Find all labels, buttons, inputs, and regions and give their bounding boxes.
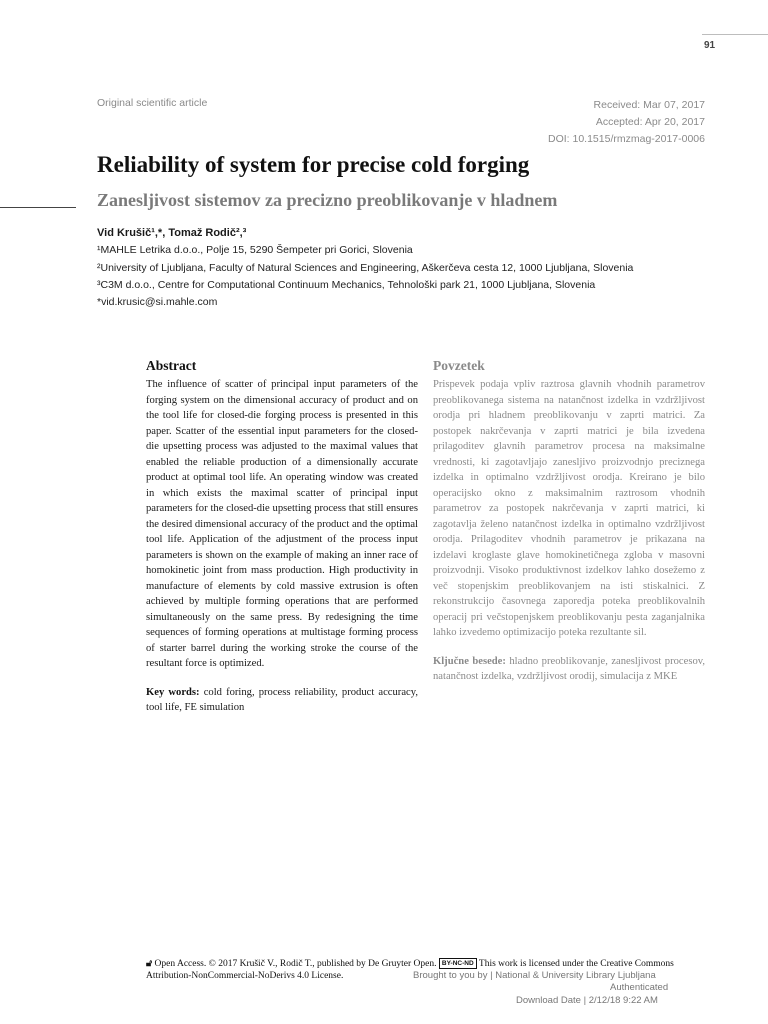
kljucne-besede-text: hladno preoblikovanje, zanesljivost procesov, natančnost izdelka, vzdržljivost orodij, simulacija z MKE: [433, 655, 705, 682]
corresponding-email[interactable]: *vid.krusic@si.mahle.com: [97, 296, 218, 308]
keywords-text: cold foring, process reliability, product accuracy, tool life, FE simulation: [146, 686, 418, 713]
page-number: 91: [704, 40, 716, 51]
paper-subtitle: Zanesljivost sistemov za precizno preoblikovanje v hladnem: [97, 190, 558, 210]
abstract-heading: Abstract: [146, 358, 197, 373]
article-type: Original scientific article: [97, 97, 208, 109]
license-prefix: Open Access. © 2017 Krušič V., Rodič T., published by De Gruyter Open.: [154, 959, 437, 969]
doi-link[interactable]: DOI: 10.1515/rmzmag-2017-0006: [547, 133, 705, 145]
accepted-date: Accepted: Apr 20, 2017: [595, 116, 705, 128]
keywords: [146, 685, 418, 716]
brought-to-you: Brought to you by | National & University Library Ljubljana: [413, 970, 656, 981]
authors: Vid Krušič¹,*, Tomaž Rodič²,³: [97, 227, 247, 239]
received-date: Received: Mar 07, 2017: [593, 99, 705, 111]
abstract-column: [146, 358, 418, 716]
cc-license-badge[interactable]: BY-NC-ND: [439, 958, 477, 969]
top-rule: [702, 34, 768, 35]
open-access-icon: 🔓︎: [146, 959, 153, 969]
affiliation-2: ²University of Ljubljana, Faculty of Natural Sciences and Engineering, Aškerčeva cesta 12, 1000 Ljubljana, Slovenia: [97, 262, 634, 274]
kljucne-besede-label: Ključne besede:: [433, 655, 506, 667]
authenticated-label: Authenticated: [610, 982, 669, 993]
paper-title: Reliability of system for precise cold forging: [97, 152, 530, 177]
keywords-label: Key words:: [146, 686, 200, 698]
affiliation-1: ¹MAHLE Letrika d.o.o., Polje 15, 5290 Šempeter pri Gorici, Slovenia: [97, 244, 413, 256]
download-date: Download Date | 2/12/18 9:22 AM: [516, 995, 658, 1006]
povzetek-heading: Povzetek: [433, 358, 485, 373]
license-suffix: This work is licensed under the Creative Commons Attribution-NonCommercial-NoDerivs 4.0 License.: [146, 959, 674, 981]
article-meta: [548, 97, 705, 148]
povzetek-column: [433, 358, 705, 685]
kljucne-besede: [433, 654, 705, 685]
abstract-text: The influence of scatter of principal input parameters of the forging system on the dimensional accuracy of product and on the tool life for closed-die forging process is presented in this paper. Scatter of the essential input parameters for the closed-die upsetting process was adjusted to the maximal values that enabled the reliable production of a dimensionally accurate product at optimal tool life. An operating window was created in which exists the maximal scatter of principal input parameters for the closed-die upsetting process that still ensures the desired dimensional accuracy of the product and the optimal tool life. Application of the adjustment of the process input parameters is shown on the example of making an inner race of homokinetic joint from mass production. High productivity in manufacture of elements by cold massive extrusion is often achieved by multiple forming operations that are performed simultaneously on the same press. By redesigning the time sequences of forming operations at multistage forming process of starter barrel during the working stroke the course of the resultant force is optimized.: [146, 379, 418, 669]
affiliation-3: ³C3M d.o.o., Centre for Computational Continuum Mechanics, Tehnološki park 21, 1000 Ljubljana, Slovenia: [97, 279, 596, 291]
title-rule: [0, 207, 76, 208]
povzetek-text: Prispevek podaja vpliv raztrosa glavnih vhodnih parametrov preoblikovanega sistema na natančnost izdelka in vzdržljivost orodja pri hladnem preoblikovanju v zaprti matrici. Za postopek nakrčevanja v zaprti matrici je bila izvedena prilagoditev glavnih parametrov procesa na maksimalne vrednosti, ki zagotavljajo zanesljivo proizvodnjo preciznega izdelka in optimalno vzdržljivost orodja. Kreirano je bilo operacijsko okno z maksimalnim raztrosom vhodnih parametrov za postopek nakrčevanja v zaprti matrici, ki zagotavlja želeno natančnost izdelka in optimalno vzdržljivost orodja. Prilagoditev vhodnih parametrov je prikazana na izdelavi kroglaste glave homokinetičnega zgloba v masovni proizvodnji. Visoko produktivnost izdelkov lahko dosežemo z več stopenjskim preoblikovanjem na isti stiskalnici. Z rekonstrukcijo časovnega zaporedja poteka preoblikovalnih operacij pri večstopenjskem preoblikovanju pesta zaganjalnika lahko izvedemo optimizacijo poteka rezultante sil.: [433, 379, 705, 638]
